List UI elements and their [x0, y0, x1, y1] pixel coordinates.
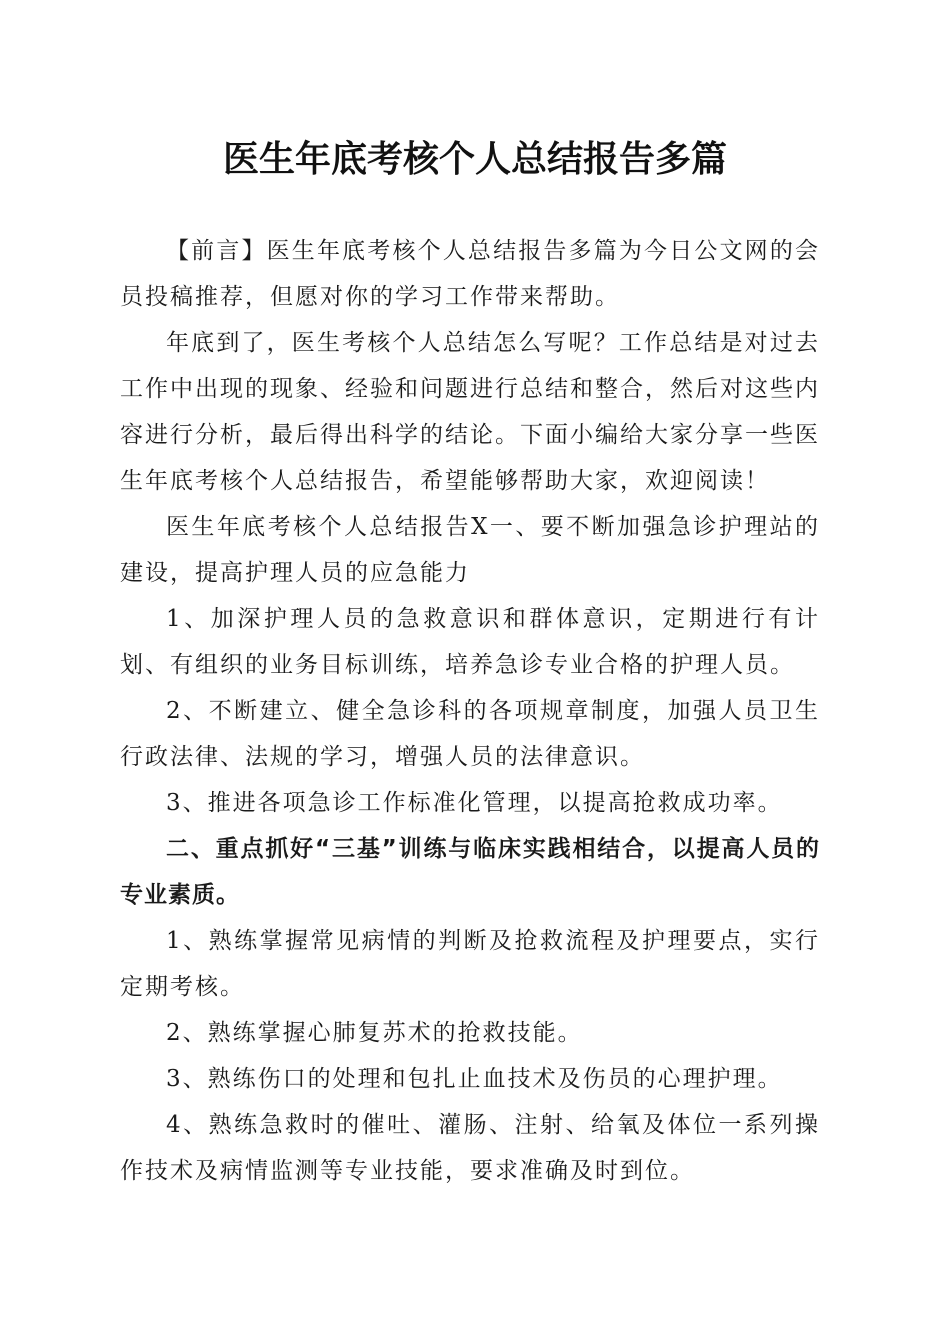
list-item: 1、加深护理人员的急救意识和群体意识，定期进行有计划、有组织的业务目标训练，培养急诊专业合格的护理人员。	[120, 606, 820, 678]
document-title: 医生年底考核个人总结报告多篇	[222, 138, 727, 180]
list-item: 3、熟练伤口的处理和包扎止血技术及伤员的心理护理。	[166, 1066, 783, 1092]
list-item: 3、推进各项急诊工作标准化管理，以提高抢救成功率。	[166, 790, 783, 816]
section-two-heading: 二、重点抓好“三基”训练与临床实践相结合，以提高人员的专业素质。	[120, 836, 820, 908]
document-body	[120, 228, 820, 1194]
list-item: 4、熟练急救时的催吐、灌肠、注射、给氧及体位一系列操作技术及病情监测等专业技能，要求准确及时到位。	[120, 1112, 820, 1184]
preface-paragraph: 【前言】医生年底考核个人总结报告多篇为今日公文网的会员投稿推荐，但愿对你的学习工作带来帮助。	[120, 238, 820, 310]
list-item: 2、熟练掌握心肺复苏术的抢救技能。	[166, 1020, 583, 1046]
list-item: 2、不断建立、健全急诊科的各项规章制度，加强人员卫生行政法律、法规的学习，增强人员的法律意识。	[120, 698, 820, 770]
section-one-heading: 医生年底考核个人总结报告X一、要不断加强急诊护理站的建设，提高护理人员的应急能力	[120, 514, 820, 586]
intro-paragraph: 年底到了，医生考核个人总结怎么写呢？工作总结是对过去工作中出现的现象、经验和问题进行总结和整合，然后对这些内容进行分析，最后得出科学的结论。下面小编给大家分享一些医生年底考核个人总结报告，希望能够帮助大家，欢迎阅读！	[120, 330, 820, 494]
list-item: 1、熟练掌握常见病情的判断及抢救流程及护理要点，实行定期考核。	[120, 928, 820, 1000]
